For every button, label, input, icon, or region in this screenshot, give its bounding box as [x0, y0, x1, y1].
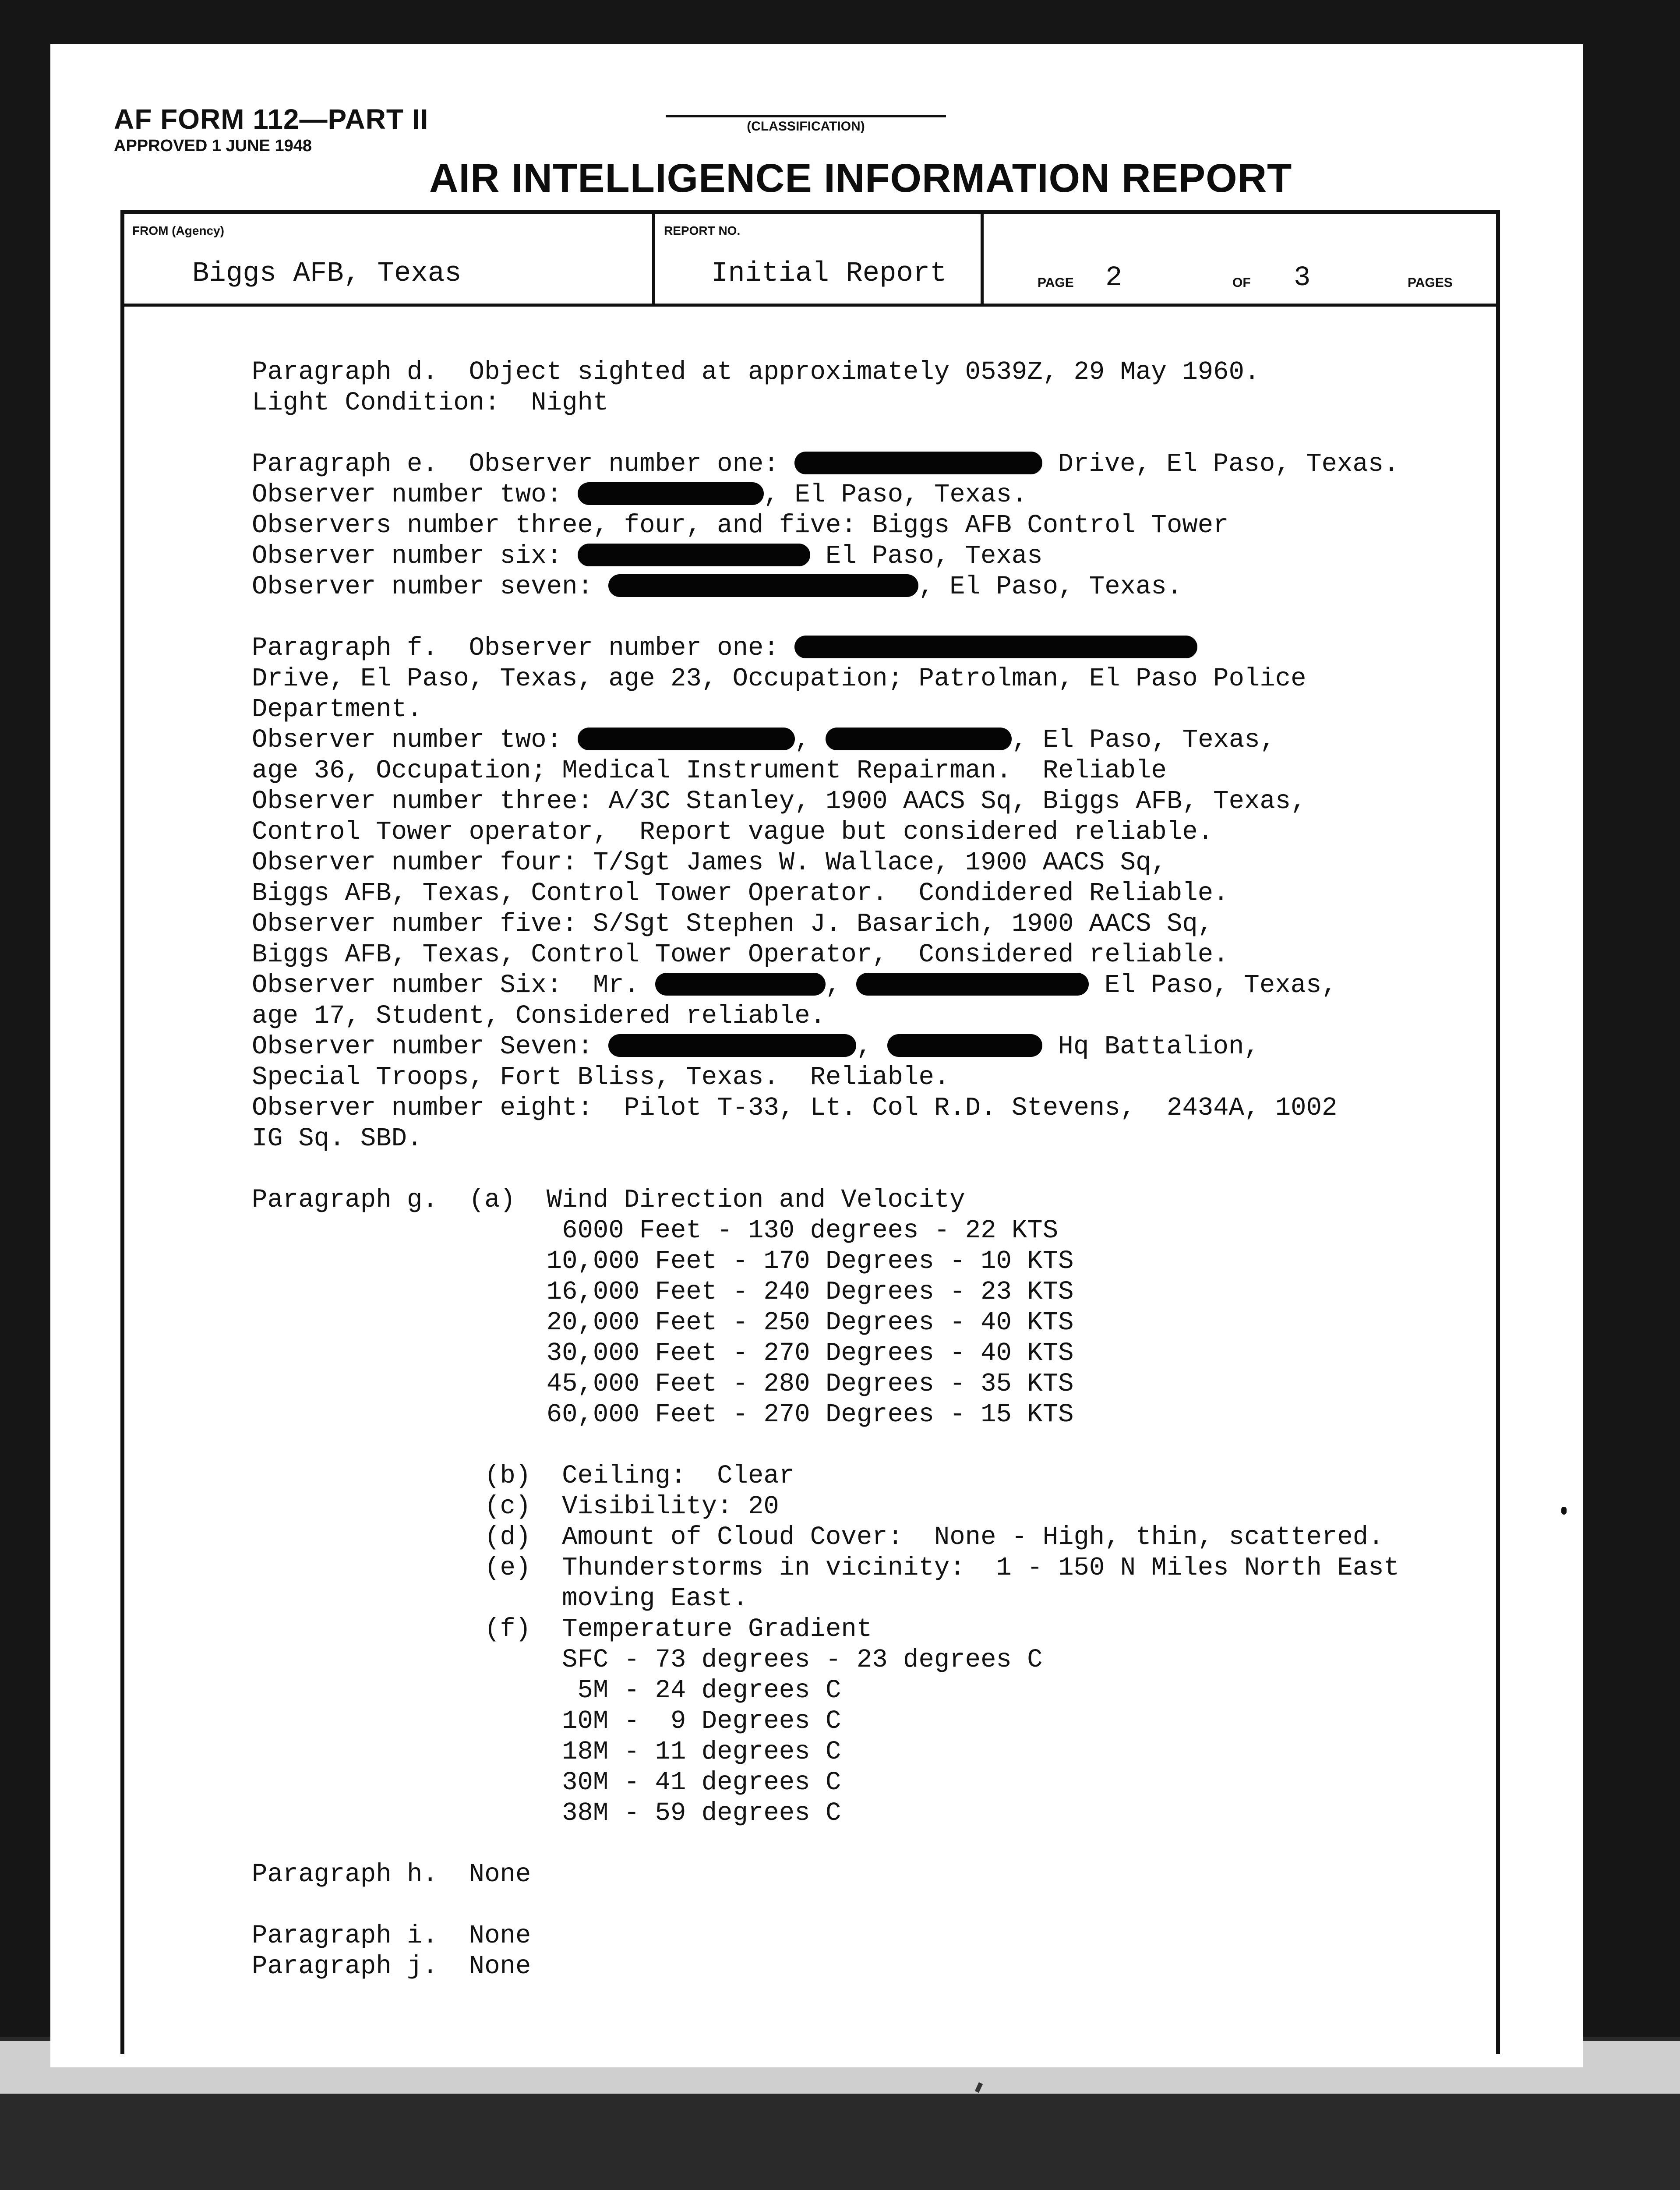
report-line: Paragraph i. None [252, 1921, 531, 1950]
report-line: Special Troops, Fort Bliss, Texas. Reliable. [252, 1063, 950, 1092]
redaction-bar [655, 973, 826, 996]
report-line: Drive, El Paso, Texas, age 23, Occupation; Patrolman, El Paso Police [252, 664, 1306, 693]
redaction-bar [826, 728, 1012, 750]
redaction-bar [794, 636, 1197, 658]
report-line: (d) Amount of Cloud Cover: None - High, thin, scattered. [252, 1522, 1384, 1552]
report-line: Observer number eight: Pilot T-33, Lt. Col R.D. Stevens, 2434A, 1002 [252, 1093, 1338, 1123]
report-line: SFC - 73 degrees - 23 degrees C [252, 1645, 1043, 1674]
page-total: 3 [1294, 262, 1311, 294]
report-line: (f) Temperature Gradient [252, 1614, 872, 1644]
margin-mark [1561, 1507, 1567, 1515]
report-line: Light Condition: Night [252, 388, 609, 417]
report-line: 20,000 Feet - 250 Degrees - 40 KTS [252, 1308, 1074, 1337]
blank-line [252, 1154, 1504, 1185]
from-value: Biggs AFB, Texas [192, 258, 462, 290]
report-line: 30M - 41 degrees C [252, 1768, 841, 1797]
report-line: 30,000 Feet - 270 Degrees - 40 KTS [252, 1339, 1074, 1368]
report-line: Observer number Seven: , Hq Battalion, [252, 1032, 1260, 1061]
report-line: Observers number three, four, and five: Biggs AFB Control Tower [252, 511, 1229, 540]
report-line: moving East. [252, 1584, 748, 1613]
redaction-bar [608, 574, 918, 597]
of-label: OF [1232, 276, 1251, 290]
report-line: 18M - 11 degrees C [252, 1737, 841, 1766]
header-divider [652, 214, 655, 304]
redaction-bar [578, 482, 764, 505]
redaction-bar [608, 1034, 856, 1057]
classification-label: (CLASSIFICATION) [747, 119, 865, 134]
report-line: Paragraph d. Object sighted at approximately 0539Z, 29 May 1960. [252, 357, 1260, 387]
redaction-bar [887, 1034, 1042, 1057]
blank-line [252, 1890, 1504, 1921]
report-line: 60,000 Feet - 270 Degrees - 15 KTS [252, 1400, 1074, 1429]
report-line: Observer number Six: Mr. , El Paso, Texas, [252, 971, 1337, 1000]
report-line: Observer number six: El Paso, Texas [252, 541, 1043, 571]
report-line: Biggs AFB, Texas, Control Tower Operator. Condidered Reliable. [252, 879, 1229, 908]
pages-label: PAGES [1408, 276, 1453, 290]
report-line: Observer number four: T/Sgt James W. Wallace, 1900 AACS Sq, [252, 848, 1167, 877]
report-no-label: REPORT NO. [664, 224, 741, 237]
header-divider [981, 214, 984, 304]
report-body [252, 357, 1504, 1982]
blank-line [252, 1829, 1504, 1859]
report-line: 10,000 Feet - 170 Degrees - 10 KTS [252, 1247, 1074, 1276]
report-title: AIR INTELLIGENCE INFORMATION REPORT [429, 156, 1292, 201]
report-line: Observer number two: , El Paso, Texas. [252, 480, 1027, 509]
report-line: IG Sq. SBD. [252, 1124, 423, 1153]
header-box [120, 210, 1500, 307]
report-line: (b) Ceiling: Clear [252, 1461, 795, 1491]
form-left-border [120, 307, 124, 2054]
page-label: PAGE [1038, 276, 1074, 290]
report-line: age 36, Occupation; Medical Instrument Repairman. Reliable [252, 756, 1167, 785]
report-line: 45,000 Feet - 280 Degrees - 35 KTS [252, 1369, 1074, 1399]
page-number: 2 [1105, 262, 1122, 294]
report-line: 6000 Feet - 130 degrees - 22 KTS [252, 1216, 1059, 1245]
report-line: Paragraph j. None [252, 1952, 531, 1981]
report-line: Observer number two: , , El Paso, Texas, [252, 725, 1276, 755]
redaction-bar [856, 973, 1089, 996]
report-line: 10M - 9 Degrees C [252, 1706, 841, 1736]
report-line: 16,000 Feet - 240 Degrees - 23 KTS [252, 1277, 1074, 1307]
classification-line [666, 115, 946, 117]
from-label: FROM (Agency) [132, 224, 224, 237]
report-line: (e) Thunderstorms in vicinity: 1 - 150 N Miles North East [252, 1553, 1400, 1582]
approved-date: APPROVED 1 JUNE 1948 [114, 137, 312, 155]
report-line: Paragraph g. (a) Wind Direction and Velocity [252, 1185, 965, 1215]
report-line: Control Tower operator, Report vague but considered reliable. [252, 817, 1214, 847]
report-line: Observer number three: A/3C Stanley, 1900 AACS Sq, Biggs AFB, Texas, [252, 787, 1306, 816]
report-line: 38M - 59 degrees C [252, 1798, 841, 1828]
blank-line [252, 1430, 1504, 1461]
report-line: Department. [252, 695, 423, 724]
report-line: Paragraph h. None [252, 1860, 531, 1889]
form-id: AF FORM 112—PART II [114, 103, 429, 135]
report-line: (c) Visibility: 20 [252, 1492, 779, 1521]
report-line: age 17, Student, Considered reliable. [252, 1001, 826, 1031]
report-line: Paragraph f. Observer number one: [252, 633, 1504, 664]
redaction-bar [578, 728, 795, 750]
blank-line [252, 418, 1504, 449]
report-line: Biggs AFB, Texas, Control Tower Operator, Considered reliable. [252, 940, 1229, 969]
report-line: Observer number seven: , El Paso, Texas. [252, 572, 1182, 601]
redaction-bar [578, 544, 810, 566]
report-line: 5M - 24 degrees C [252, 1676, 841, 1705]
redaction-bar [794, 452, 1042, 474]
blank-line [252, 602, 1504, 633]
report-line: Observer number five: S/Sgt Stephen J. Basarich, 1900 AACS Sq, [252, 909, 1214, 939]
report-no-value: Initial Report [711, 258, 947, 290]
report-line: Paragraph e. Observer number one: Drive, El Paso, Texas. [252, 449, 1399, 479]
